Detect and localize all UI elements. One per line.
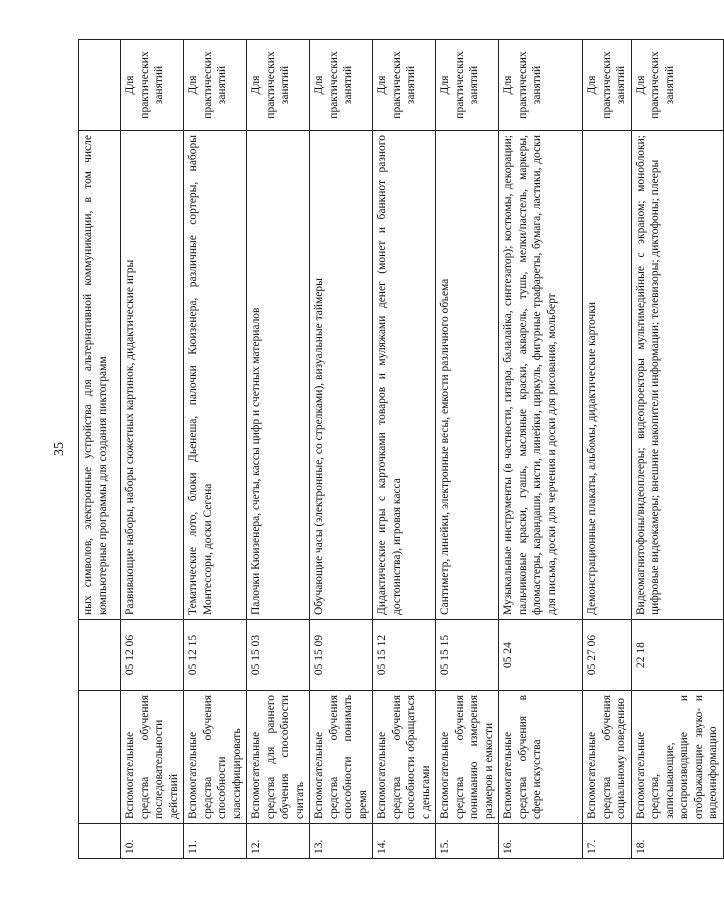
item-name: Вспомогательные средства обучения социальному поведению — [583, 691, 632, 824]
item-purpose: Для практических занятий — [373, 40, 436, 131]
item-code: 05 27 06 — [583, 620, 632, 691]
item-code: 05 12 15 — [184, 620, 247, 691]
row-number: 14. — [373, 824, 436, 859]
table-row — [121, 40, 184, 859]
item-description: Развивающие наборы, наборы сюжетных картинок, дидактические игры — [121, 131, 184, 620]
row-number: 10. — [121, 824, 184, 859]
item-name: Вспомогательные средства обучения способности классифицировать — [184, 691, 247, 824]
item-description: Палочки Кюизенера, счеты, кассы цифр и счетных материалов — [247, 131, 310, 620]
item-description: Демонстрационные плакаты, альбомы, дидактические карточки — [583, 131, 632, 620]
item-purpose: Для практических занятий — [631, 40, 723, 131]
item-name: Вспомогательные средства для раннего обучения способности считать — [247, 691, 310, 824]
table-row — [79, 40, 121, 859]
item-name — [79, 691, 121, 824]
item-name: Вспомогательные средства обучения последовательности действий — [121, 691, 184, 824]
table-row — [184, 40, 247, 859]
item-description: Тематические лото, блоки Дьенеша, палочки Кюизенера, различные сортеры, наборы Монтессори, доски Сегена — [184, 131, 247, 620]
row-number: 16. — [499, 824, 583, 859]
row-number: 11. — [184, 824, 247, 859]
item-description: Музыкальные инструменты (в частности, гитара, балалайка, синтезатор); костюмы, декорации; пальчиковые краски, гуашь, масляные краски, акварель, тушь, мелки/пастель, маркеры, фломастеры, карандаши, кисти, линейки, циркуль, фигурные трафареты, бумага, ластики, доски для письма, доски для черчения и доски для рисования, мольберт — [499, 131, 583, 620]
item-name: Вспомогательные средства обучения в сфере искусства — [499, 691, 583, 824]
item-description: Обучающие часы (электронные, со стрелками), визуальные таймеры — [310, 131, 373, 620]
item-name: Вспомогательные средства, записывающие, воспроизводящие и отображающие звуко- и видеоинформацию — [631, 691, 723, 824]
table-row — [247, 40, 310, 859]
equipment-table — [78, 39, 724, 859]
item-purpose: Для практических занятий — [583, 40, 632, 131]
item-code: 22 18 — [631, 620, 723, 691]
item-purpose — [79, 40, 121, 131]
table-row — [310, 40, 373, 859]
table-row — [373, 40, 436, 859]
item-code — [79, 620, 121, 691]
item-code: 05 15 15 — [436, 620, 499, 691]
table-row — [583, 40, 632, 859]
item-description: Дидактические игры с карточками товаров и муляжами денег (монет и банкнот разного достоинства), игровая касса — [373, 131, 436, 620]
item-code: 05 24 — [499, 620, 583, 691]
item-purpose: Для практических занятий — [184, 40, 247, 131]
item-name: Вспомогательные средства обучения пониманию измерения размеров и емкости — [436, 691, 499, 824]
item-name: Вспомогательные средства обучения способности понимать время — [310, 691, 373, 824]
item-description: ных символов, электронные устройства для альтернативной коммуникации, в том числе компьютерные программы для создания пиктограмм — [79, 131, 121, 620]
row-number: 18. — [631, 824, 723, 859]
item-code: 05 15 09 — [310, 620, 373, 691]
item-purpose: Для практических занятий — [121, 40, 184, 131]
item-purpose: Для практических занятий — [499, 40, 583, 131]
rotated-page — [46, 39, 719, 859]
row-number: 12. — [247, 824, 310, 859]
page-number: 35 — [52, 442, 67, 456]
item-code: 05 15 12 — [373, 620, 436, 691]
item-code: 05 12 06 — [121, 620, 184, 691]
row-number — [79, 824, 121, 859]
item-description: Сантиметр, линейки, электронные весы, емкости различного объема — [436, 131, 499, 620]
row-number: 13. — [310, 824, 373, 859]
item-purpose: Для практических занятий — [247, 40, 310, 131]
item-description: Видеомагнитофоны/видеоплееры; видеопроекторы мультимедийные с экраном; моноблоки; цифровые видеокамеры; внешние накопители информации; телевизоры; диктофоны; плееры — [631, 131, 723, 620]
row-number: 17. — [583, 824, 632, 859]
item-name: Вспомогательные средства обучения способности обращаться с деньгами — [373, 691, 436, 824]
row-number: 15. — [436, 824, 499, 859]
item-code: 05 15 03 — [247, 620, 310, 691]
table-row — [436, 40, 499, 859]
table-row — [499, 40, 583, 859]
table-row — [631, 40, 723, 859]
item-purpose: Для практических занятий — [310, 40, 373, 131]
item-purpose: Для практических занятий — [436, 40, 499, 131]
